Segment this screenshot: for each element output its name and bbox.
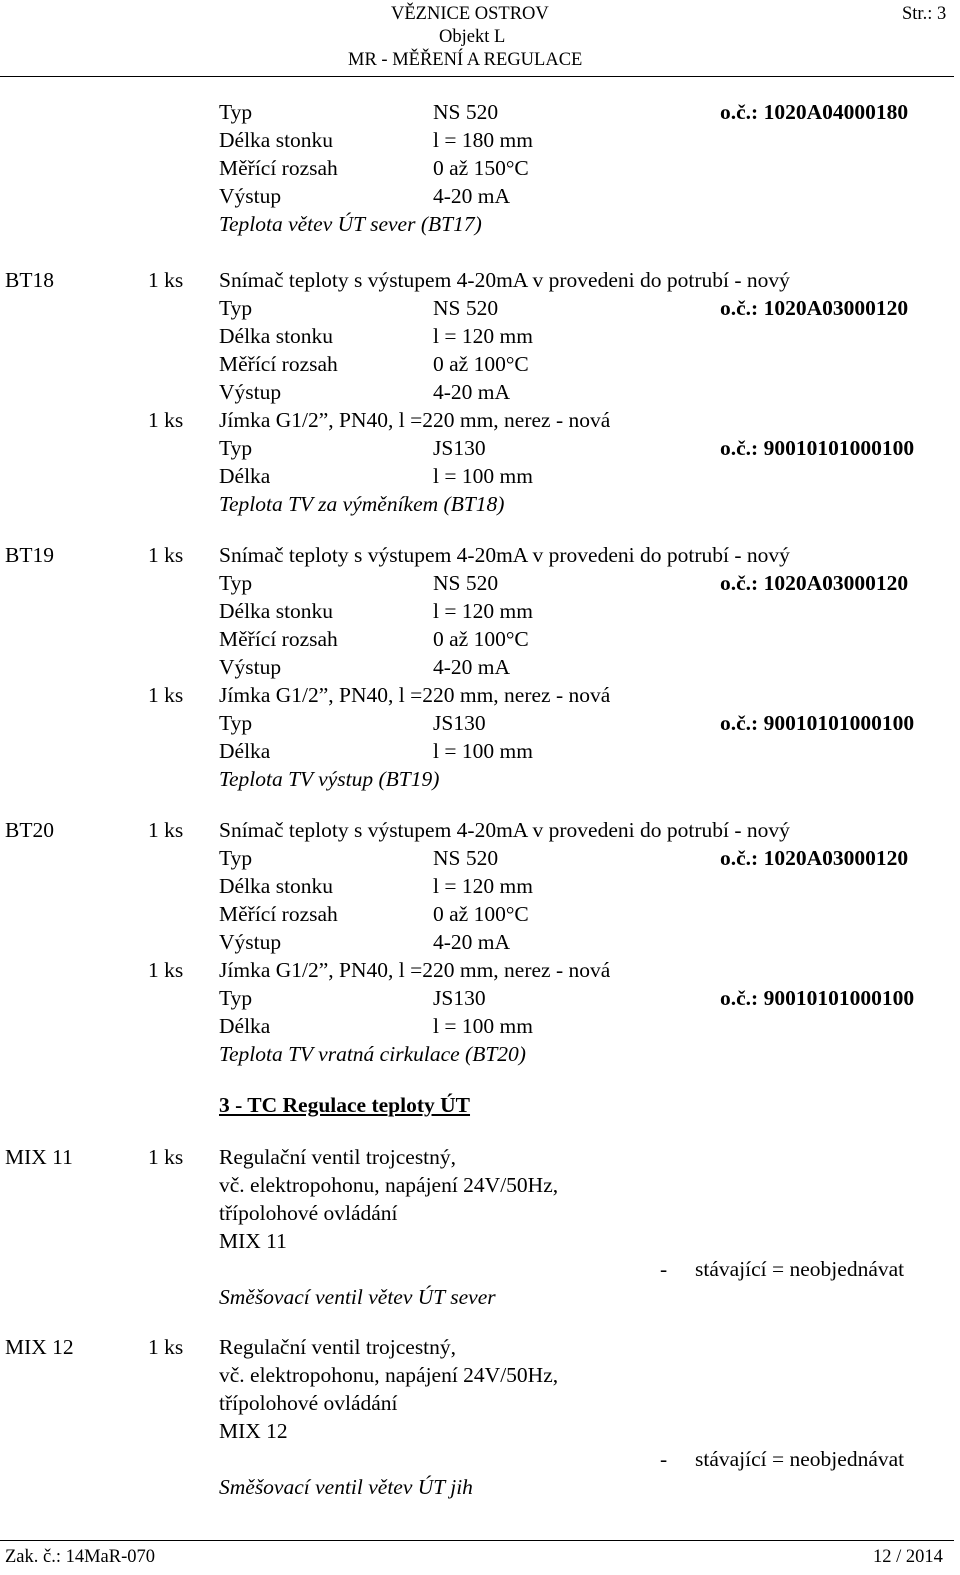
spec-range-label: Měřící rozsah xyxy=(219,352,338,376)
order-number: o.č.: 1020A03000120 xyxy=(720,571,909,595)
item-quantity: 1 ks xyxy=(148,1145,184,1169)
spec-type-value: JS130 xyxy=(433,711,486,735)
header-discipline: MR - MĚŘENÍ A REGULACE xyxy=(348,50,583,70)
item-description: Snímač teploty s výstupem 4-20mA v provedeni do potrubí - nový xyxy=(219,268,790,292)
spec-length-label: Délka xyxy=(219,464,271,488)
item-tag: MIX 11 xyxy=(5,1145,73,1169)
spec-range-value: 0 až 100°C xyxy=(433,902,529,926)
spec-length-label: Délka xyxy=(219,1014,271,1038)
item-description: Regulační ventil trojcestný, xyxy=(219,1335,457,1359)
order-number: o.č.: 1020A04000180 xyxy=(720,100,909,124)
item-caption: Směšovací ventil větev ÚT sever xyxy=(219,1285,496,1309)
item-description: Snímač teploty s výstupem 4-20mA v provedeni do potrubí - nový xyxy=(219,818,790,842)
spec-stem-label: Délka stonku xyxy=(219,599,334,623)
spec-output-value: 4-20 mA xyxy=(433,930,511,954)
spec-range-value: 0 až 100°C xyxy=(433,352,529,376)
spec-stem-value: l = 120 mm xyxy=(433,599,533,623)
spec-output-label: Výstup xyxy=(219,184,282,208)
item-caption: Teplota TV vratná cirkulace (BT20) xyxy=(219,1042,526,1066)
item-description-line: vč. elektropohonu, napájení 24V/50Hz, xyxy=(219,1363,559,1387)
item-quantity: 1 ks xyxy=(148,1335,184,1359)
spec-range-label: Měřící rozsah xyxy=(219,627,338,651)
spec-output-value: 4-20 mA xyxy=(433,380,511,404)
order-number: o.č.: 90010101000100 xyxy=(720,436,915,460)
spec-type-value: JS130 xyxy=(433,436,486,460)
spec-type-label: Typ xyxy=(219,100,253,124)
spec-output-value: 4-20 mA xyxy=(433,184,511,208)
status-note: stávající = neobjednávat xyxy=(695,1447,905,1471)
item-description: Regulační ventil trojcestný, xyxy=(219,1145,457,1169)
spec-type-label: Typ xyxy=(219,296,253,320)
item-quantity: 1 ks xyxy=(148,958,184,982)
item-description-line: třípolohové ovládání xyxy=(219,1201,398,1225)
item-description-line: MIX 12 xyxy=(219,1419,288,1443)
spec-range-label: Měřící rozsah xyxy=(219,156,338,180)
order-number: o.č.: 1020A03000120 xyxy=(720,846,909,870)
item-description: Snímač teploty s výstupem 4-20mA v provedeni do potrubí - nový xyxy=(219,543,790,567)
spec-type-value: JS130 xyxy=(433,986,486,1010)
well-description: Jímka G1/2”, PN40, l =220 mm, nerez - nová xyxy=(219,408,611,432)
item-tag: BT20 xyxy=(5,818,54,842)
item-tag: BT19 xyxy=(5,543,54,567)
item-description-line: MIX 11 xyxy=(219,1229,287,1253)
spec-type-label: Typ xyxy=(219,711,253,735)
item-caption: Teplota větev ÚT sever (BT17) xyxy=(219,212,482,236)
spec-length-value: l = 100 mm xyxy=(433,464,533,488)
spec-length-label: Délka xyxy=(219,739,271,763)
item-quantity: 1 ks xyxy=(148,683,184,707)
spec-stem-label: Délka stonku xyxy=(219,324,334,348)
item-caption: Směšovací ventil větev ÚT jih xyxy=(219,1475,473,1499)
footer-date: 12 / 2014 xyxy=(873,1547,943,1567)
spec-output-label: Výstup xyxy=(219,930,282,954)
well-description: Jímka G1/2”, PN40, l =220 mm, nerez - nová xyxy=(219,958,611,982)
status-dash: - xyxy=(660,1447,668,1471)
spec-stem-value: l = 120 mm xyxy=(433,324,533,348)
spec-type-label: Typ xyxy=(219,986,253,1010)
header-divider xyxy=(0,76,954,77)
section-heading: 3 - TC Regulace teploty ÚT xyxy=(219,1093,471,1117)
item-description-line: vč. elektropohonu, napájení 24V/50Hz, xyxy=(219,1173,559,1197)
item-quantity: 1 ks xyxy=(148,408,184,432)
spec-type-value: NS 520 xyxy=(433,571,499,595)
spec-output-label: Výstup xyxy=(219,655,282,679)
spec-length-value: l = 100 mm xyxy=(433,1014,533,1038)
spec-stem-value: l = 180 mm xyxy=(433,128,533,152)
spec-output-value: 4-20 mA xyxy=(433,655,511,679)
item-caption: Teplota TV výstup (BT19) xyxy=(219,767,440,791)
spec-type-label: Typ xyxy=(219,571,253,595)
order-number: o.č.: 1020A03000120 xyxy=(720,296,909,320)
item-description-line: třípolohové ovládání xyxy=(219,1391,398,1415)
order-number: o.č.: 90010101000100 xyxy=(720,986,915,1010)
order-number: o.č.: 90010101000100 xyxy=(720,711,915,735)
spec-type-value: NS 520 xyxy=(433,100,499,124)
spec-type-label: Typ xyxy=(219,436,253,460)
item-caption: Teplota TV za výměníkem (BT18) xyxy=(219,492,505,516)
spec-stem-label: Délka stonku xyxy=(219,874,334,898)
item-tag: MIX 12 xyxy=(5,1335,74,1359)
header-object: Objekt L xyxy=(439,27,506,47)
spec-length-value: l = 100 mm xyxy=(433,739,533,763)
spec-output-label: Výstup xyxy=(219,380,282,404)
spec-range-value: 0 až 150°C xyxy=(433,156,529,180)
status-dash: - xyxy=(660,1257,668,1281)
spec-range-label: Měřící rozsah xyxy=(219,902,338,926)
spec-type-label: Typ xyxy=(219,846,253,870)
footer-contract-number: Zak. č.: 14MaR-070 xyxy=(5,1547,156,1567)
header-page-number: Str.: 3 xyxy=(902,4,947,24)
spec-stem-value: l = 120 mm xyxy=(433,874,533,898)
item-quantity: 1 ks xyxy=(148,268,184,292)
footer-divider xyxy=(0,1540,954,1541)
header-title: VĚZNICE OSTROV xyxy=(391,4,549,24)
well-description: Jímka G1/2”, PN40, l =220 mm, nerez - nová xyxy=(219,683,611,707)
item-quantity: 1 ks xyxy=(148,543,184,567)
status-note: stávající = neobjednávat xyxy=(695,1257,905,1281)
spec-range-value: 0 až 100°C xyxy=(433,627,529,651)
item-tag: BT18 xyxy=(5,268,54,292)
item-quantity: 1 ks xyxy=(148,818,184,842)
spec-type-value: NS 520 xyxy=(433,296,499,320)
spec-type-value: NS 520 xyxy=(433,846,499,870)
spec-stem-label: Délka stonku xyxy=(219,128,334,152)
